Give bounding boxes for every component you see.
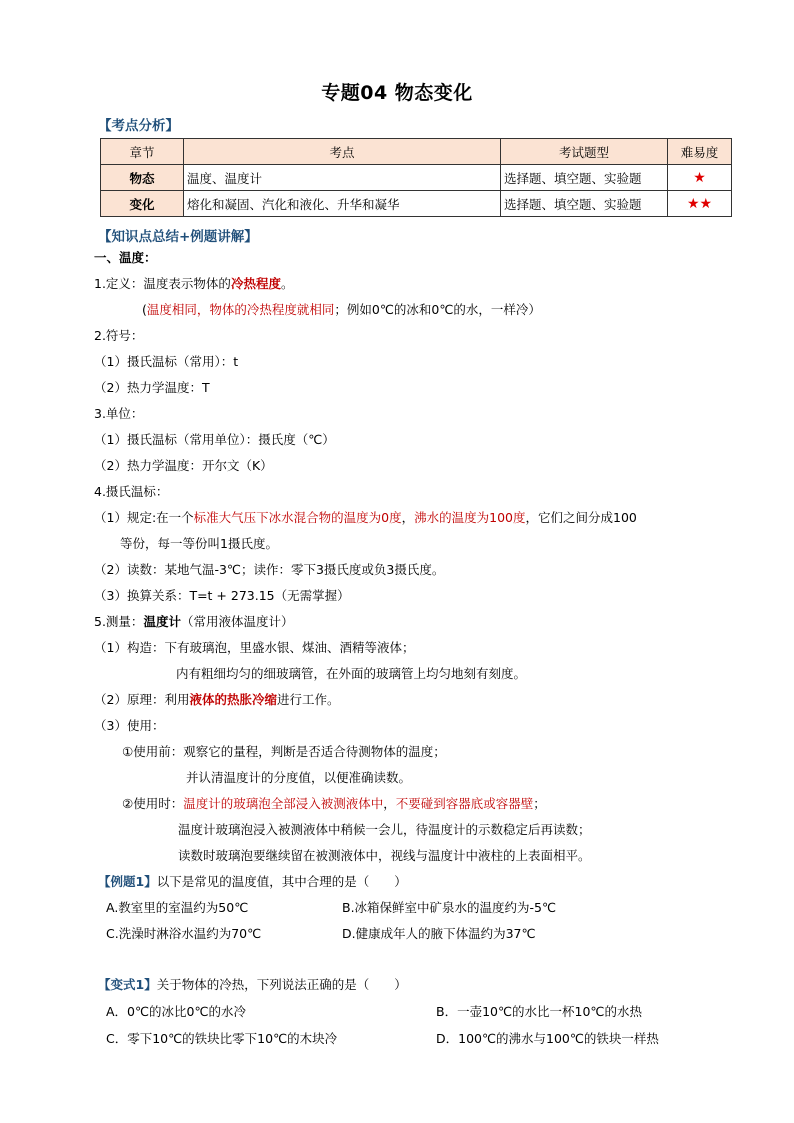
celsius-rule-cont: 等份，每一等份叫1摄氏度。	[120, 536, 278, 551]
exam-point-table	[100, 138, 732, 217]
example-tag: 【例题1】	[98, 874, 157, 889]
example-tag: 【变式1】	[98, 977, 157, 992]
text: （常用液体温度计）	[180, 614, 294, 629]
highlight-text: 沸水的温度为100度	[414, 510, 526, 525]
table-header-cell: 考点	[184, 139, 501, 165]
text: ；例如0℃的冰和0℃的水，一样冷）	[334, 302, 541, 317]
text: (	[142, 302, 147, 317]
example1-option-d: D.健康成年人的腋下体温约为37℃	[342, 926, 536, 941]
text: 5.测量：	[94, 614, 144, 629]
text: ；	[533, 796, 546, 811]
measure-heading	[94, 614, 293, 630]
table-chapter-cell: 变化	[101, 191, 184, 217]
example1-option-c: C.洗澡时淋浴水温约为70℃	[106, 926, 262, 941]
heading-temperature: 一、温度：	[94, 250, 157, 265]
symbol-heading: 2.符号：	[94, 328, 144, 343]
variant1-option-a: A．0℃的冰比0℃的水冷	[106, 1004, 247, 1019]
usage-item	[122, 796, 546, 812]
page-title: 专题04 物态变化	[321, 82, 473, 104]
text: 进行工作。	[276, 692, 340, 707]
highlight-text: 温度计的玻璃泡全部浸入被测液体中	[183, 796, 384, 811]
table-chapter-cell: 物态	[101, 165, 184, 191]
table-cell-type: 选择题、填空题、实验题	[501, 165, 668, 191]
text: （2）原理：利用	[94, 692, 190, 707]
variant1-option-d: D．100℃的沸水与100℃的铁块一样热	[436, 1031, 659, 1046]
variant1-question	[98, 977, 407, 993]
text: ，它们之间分成100	[525, 510, 637, 525]
difficulty-stars: ★★	[668, 191, 732, 217]
table-header-cell: 难易度	[668, 139, 732, 165]
question-text: 关于物体的冷热，下列说法正确的是（ ）	[156, 977, 407, 992]
text: ②使用时：	[122, 796, 184, 811]
definition-note	[142, 302, 541, 318]
table-header-cell: 考试题型	[501, 139, 668, 165]
table-header-row	[101, 139, 732, 165]
unit-heading: 3.单位：	[94, 406, 144, 421]
usage-item: 温度计玻璃泡浸入被测液体中稍候一会儿，待温度计的示数稳定后再读数；	[178, 822, 591, 837]
difficulty-stars: ★	[668, 165, 732, 191]
highlight-text: 不要碰到容器底或容器壁	[395, 796, 534, 811]
structure-line: （1）构造：下有玻璃泡，里盛水银、煤油、酒精等液体；	[94, 640, 415, 655]
text: ，	[401, 510, 415, 525]
text: ，	[383, 796, 396, 811]
reading-line: （2）读数：某地气温-3℃；读作：零下3摄氏度或负3摄氏度。	[94, 562, 445, 577]
highlight-text: 冷热程度	[230, 276, 281, 291]
conversion-line: （3）换算关系：T=t + 273.15（无需掌握）	[94, 588, 350, 603]
table-row	[101, 165, 732, 191]
usage-heading: （3）使用：	[94, 718, 165, 733]
example1-option-a: A.教室里的室温约为50℃	[106, 900, 249, 915]
usage-item: 并认清温度计的分度值，以便准确读数。	[186, 770, 412, 785]
example1-question	[98, 874, 407, 890]
text: （1）规定:在一个	[94, 510, 194, 525]
usage-item: 读数时玻璃泡要继续留在被测液体中，视线与温度计中液柱的上表面相平。	[178, 848, 591, 863]
highlight-text: 温度相同，物体的冷热程度就相同	[146, 302, 335, 317]
table-cell-point: 熔化和凝固、汽化和液化、升华和凝华	[184, 191, 501, 217]
highlight-text: 液体的热胀冷缩	[189, 692, 277, 707]
principle-line	[94, 692, 340, 708]
unit-item: （2）热力学温度：开尔文（K）	[94, 458, 273, 473]
section-analysis-heading: 【考点分析】	[98, 118, 179, 134]
symbol-item: （1）摄氏温标（常用）：t	[94, 354, 239, 369]
table-cell-point: 温度、温度计	[184, 165, 501, 191]
symbol-item: （2）热力学温度：T	[94, 380, 210, 395]
variant1-option-b: B．一壶10℃的水比一杯10℃的水热	[436, 1004, 642, 1019]
structure-line: 内有粗细均匀的细玻璃管，在外面的玻璃管上均匀地刻有刻度。	[176, 666, 527, 681]
highlight-text: 标准大气压下冰水混合物的温度为0度	[193, 510, 402, 525]
section-summary-heading: 【知识点总结+例题讲解】	[98, 229, 258, 245]
table-cell-type: 选择题、填空题、实验题	[501, 191, 668, 217]
unit-item: （1）摄氏温标（常用单位）：摄氏度（℃）	[94, 432, 335, 447]
bold-text: 温度计	[143, 614, 181, 629]
question-text: 以下是常见的温度值，其中合理的是（ ）	[156, 874, 407, 889]
text: 。	[280, 276, 294, 291]
celsius-heading: 4.摄氏温标：	[94, 484, 169, 499]
text: 1.定义：温度表示物体的	[94, 276, 231, 291]
table-row	[101, 191, 732, 217]
variant1-option-c: C．零下10℃的铁块比零下10℃的木块冷	[106, 1031, 338, 1046]
example1-option-b: B.冰箱保鲜室中矿泉水的温度约为-5℃	[342, 900, 557, 915]
celsius-rule	[94, 510, 637, 526]
definition-line	[94, 276, 293, 292]
usage-item: ①使用前：观察它的量程，判断是否适合待测物体的温度；	[122, 744, 446, 759]
table-header-cell: 章节	[101, 139, 184, 165]
